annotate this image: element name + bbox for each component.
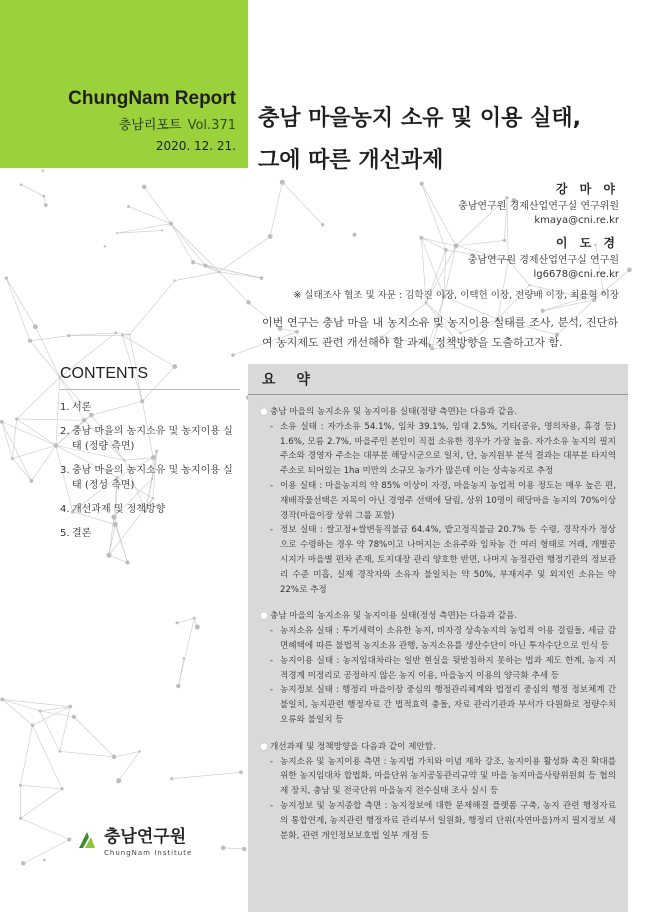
report-series-ko: 충남리포트 <box>118 118 182 133</box>
author-name: 이 도 경 <box>555 236 619 250</box>
author-list <box>458 182 619 282</box>
institute-subtitle: ChungNam Institute <box>104 849 193 857</box>
bullet-icon: ● <box>260 611 268 622</box>
title-line-1: 충남 마을농지 소유 및 이용 실태, <box>258 106 581 131</box>
report-brand: ChungNam Report <box>68 88 236 109</box>
summary-section: ● 충남 마을의 농지소유 및 농지이용 실태(정성 측면)는 다음과 같음. - 농지소유 실태 : 투기세력이 소유한 농지, 비자경 상속농지의 농업적 이용 걸림돌, 세금 감면혜택에 따른 불법적 농지소유 관행, 농지소유를 생산수단이 아닌 투자수단으로 인식 등 - 농지이용 실태 : 농지임대차라는 일반 현실을 뒷받침하지 못하는 법과 제도 한계, 농지 지적경계 미정리로 공정하지 않은 농지 이용, 마을농지 이용의 양극화 추세 등 - 농지정보 실태 : 행정리 마을이장 중심의 행정관리체계와 법정리 중심의 행정 정보체계 간 불일치, 농지관련 행정자료 간 법적효력 충돌, 자료 관리기관과 부서가 다원화로 정량수치 오류와 불일치 등 <box>260 609 616 727</box>
author-email: lg6678@cni.re.kr <box>533 269 619 280</box>
author-affiliation: 충남연구원 경제산업연구실 연구원 <box>467 255 619 266</box>
bullet-icon: ● <box>260 741 268 752</box>
summary-item: 농지정보 및 농지종합 측면 : 농지정보에 대한 문제해결 플랫폼 구축, 농지 관련 행정자료의 통합연계, 농지관련 행정자료 관리부서 일원화, 행정리 단위(자연마을)까지 필지정보 세분화, 관련 개인정보보호법 일부 개정 등 <box>280 800 616 841</box>
institute-logo <box>76 822 192 857</box>
summary-item: 이용 실태 : 마을농지의 약 85% 이상이 자경, 마을농지 농업적 이용 정도는 매우 높은 편, 재배작물선택은 지목이 아닌 경영주 선택에 달림, 상위 10명이 해당마을 농지의 70%이상 경작(마을이장 상위 그룹 포함) <box>280 480 616 521</box>
author-email: kmaya@cni.re.kr <box>534 215 619 226</box>
report-volume: Vol.371 <box>187 118 236 133</box>
institute-name: 충남연구원 <box>104 827 187 847</box>
page-title <box>258 98 581 182</box>
summary-item: 농지이용 실태 : 농지임대차라는 일반 현실을 뒷받침하지 못하는 법과 제도 한계, 농지 지적경계 미정리로 공정하지 않은 농지 이용, 마을농지 이용의 양극화 추세 등 <box>280 655 616 681</box>
toc-item[interactable]: 1. 서론 <box>60 402 92 413</box>
toc-item-label: 개선과제 및 정책방향 <box>72 504 166 515</box>
table-of-contents <box>60 365 240 550</box>
summary-heading: 요 약 <box>248 364 628 395</box>
toc-item-label: 충남 마을의 농지소유 및 농지이용 실태 (정량 측면) <box>72 426 233 452</box>
summary-body <box>248 395 628 843</box>
intro-paragraph: 이번 연구는 충남 마을 내 농지소유 및 농지이용 실태를 조사, 분석, 진단하여 농지제도 관련 개선해야 할 과제, 정책방향을 도출하고자 함. <box>262 316 618 349</box>
report-date: 2020. 12. 21. <box>155 139 236 153</box>
report-series <box>0 114 236 133</box>
toc-item-label: 서론 <box>72 402 92 413</box>
toc-item[interactable]: 5. 결론 <box>60 528 92 539</box>
survey-note: ※ 실태조사 협조 및 자문 : 김학진 이장, 이택헌 이장, 전량배 이장, 최용혁 이장 <box>293 290 619 301</box>
summary-item: 정보 실태 : 쌀고정+쌀변동직불금 64.4%, 밭고정직불금 20.7% 등 수령, 경작자가 정상으로 수령하는 경우 약 78%이고 나머지는 소유주와 임차농 간 여러 형태로 거래, 개별공시지가 마을별 편차 존재, 토지대장 관리 양호한 반면, 나머지 농정관련 행정기관의 정보관리 수준 미흡, 실제 경작자와 소유자 불일치는 약 50%, 부재지주 및 외지인 소유는 약 22%로 추정 <box>280 525 616 595</box>
summary-box <box>248 364 628 912</box>
summary-item: 농지정보 실태 : 행정리 마을이장 중심의 행정관리체계와 법정리 중심의 행정 정보체계 간 불일치, 농지관련 행정자료 간 법적효력 충돌, 자료 관리기관과 부서가 다원화로 정량수치 오류와 불일치 등 <box>280 685 616 725</box>
summary-item: 농지소유 실태 : 투기세력이 소유한 농지, 비자경 상속농지의 농업적 이용 걸림돌, 세금 감면혜택에 따른 불법적 농지소유 관행, 농지소유를 생산수단이 아닌 투자수단으로 인식 등 <box>280 626 616 651</box>
toc-item-label: 결론 <box>72 528 92 539</box>
summary-section: ● 충남 마을의 농지소유 및 농지이용 실태(정량 측면)는 다음과 같음. - 소유 실태 : 자가소유 54.1%, 임차 39.1%, 임대 2.5%, 기타(공유, 명의차용, 휴경 등) 1.6%, 모름 2.7%, 마을주민 본인이 직접 소유한 경우가 가장 높음. 자가소유 농지의 필지 주소와 경영자 주소는 대부분 해당시군으로 일치, 단, 농지원부 분석 결과는 대부분 타지역 주소로 되어있는 1ha 미만의 소규모 농가가 많은데 이는 상속농지로 추정 - 이용 실태 : 마을농지의 약 85% 이상이 자경, 마을농지 농업적 이용 정도는 매우 높은 편, 재배작물선택은 지목이 아닌 경영주 선택에 달림, 상위 10명이 해당마을 농지의 70%이상 경작(마을이장 상위 그룹 포함) - 정보 실태 : 쌀고정+쌀변동직불금 64.4%, 밭고정직불금 20.7% 등 수령, 경작자가 정상으로 수령하는 경우 약 78%이고 나머지는 소유주와 임차농 간 여러 형태로 거래, 개별공시지가 마을별 편차 존재, 토지대장 관리 양호한 반면, 나머지 농정관련 행정기관의 정보관리 수준 미흡, 실제 경작자와 소유자 불일치는 약 50%, 부재지주 및 외지인 소유는 약 22%로 추정 <box>260 405 616 597</box>
summary-section-title: 개선과제 및 정책방향을 다음과 같이 제안함. <box>270 741 436 752</box>
bullet-icon: ● <box>260 407 268 417</box>
summary-section-title: 충남 마을의 농지소유 및 농지이용 실태(정성 측면)는 다음과 같음. <box>270 611 518 622</box>
report-masthead <box>0 88 236 153</box>
summary-section-title: 충남 마을의 농지소유 및 농지이용 실태(정량 측면)는 다음과 같음. <box>270 407 518 417</box>
author-name: 강 마 야 <box>555 182 619 196</box>
author-affiliation: 충남연구원 경제산업연구실 연구위원 <box>458 201 619 212</box>
toc-item[interactable]: 3. 충남 마을의 농지소유 및 농지이용 실태 (정성 측면) <box>60 463 240 493</box>
summary-item: 소유 실태 : 자가소유 54.1%, 임차 39.1%, 임대 2.5%, 기타(공유, 명의차용, 휴경 등) 1.6%, 모름 2.7%, 마을주민 본인이 직접 소유한 경우가 가장 높음. 자가소유 농지의 필지 주소와 경영자 주소는 대부분 해당시군으로 일치, 단, 농지원부 분석 결과는 대부분 타지역 주소로 되어있는 1ha 미만의 소규모 농가가 많은데 이는 상속농지로 추정 <box>280 421 616 477</box>
toc-item-label: 충남 마을의 농지소유 및 농지이용 실태 (정성 측면) <box>72 465 233 491</box>
institute-emblem-icon <box>76 829 98 851</box>
title-line-2: 그에 따른 개선과제 <box>258 148 444 173</box>
toc-item[interactable]: 2. 충남 마을의 농지소유 및 농지이용 실태 (정량 측면) <box>60 424 240 454</box>
summary-item: 농지소유 및 농지이용 측면 : 농지법 가치와 이념 재차 강조, 농지이용 활성화 촉진 확대를 위한 농지임대차 합법화, 마을단위 농지공동관리규약 및 마을 농지마을사랑위원회 등 협의제 장치, 충남 및 전국단위 마을농지 전수실태 조사 실시 등 <box>280 756 616 797</box>
contents-heading: CONTENTS <box>60 365 240 390</box>
summary-section: ● 개선과제 및 정책방향을 다음과 같이 제안함. - 농지소유 및 농지이용 측면 : 농지법 가치와 이념 재차 강조, 농지이용 활성화 촉진 확대를 위한 농지임대차 합법화, 마을단위 농지공동관리규약 및 마을 농지마을사랑위원회 등 협의제 장치, 충남 및 전국단위 마을농지 전수실태 조사 실시 등 - 농지정보 및 농지종합 측면 : 농지정보에 대한 문제해결 플랫폼 구축, 농지 관련 행정자료의 통합연계, 농지관련 행정자료 관리부서 일원화, 행정리 단위(자연마을)까지 필지정보 세분화, 관련 개인정보보호법 일부 개정 등 <box>260 740 616 844</box>
toc-item[interactable]: 4. 개선과제 및 정책방향 <box>60 504 166 515</box>
